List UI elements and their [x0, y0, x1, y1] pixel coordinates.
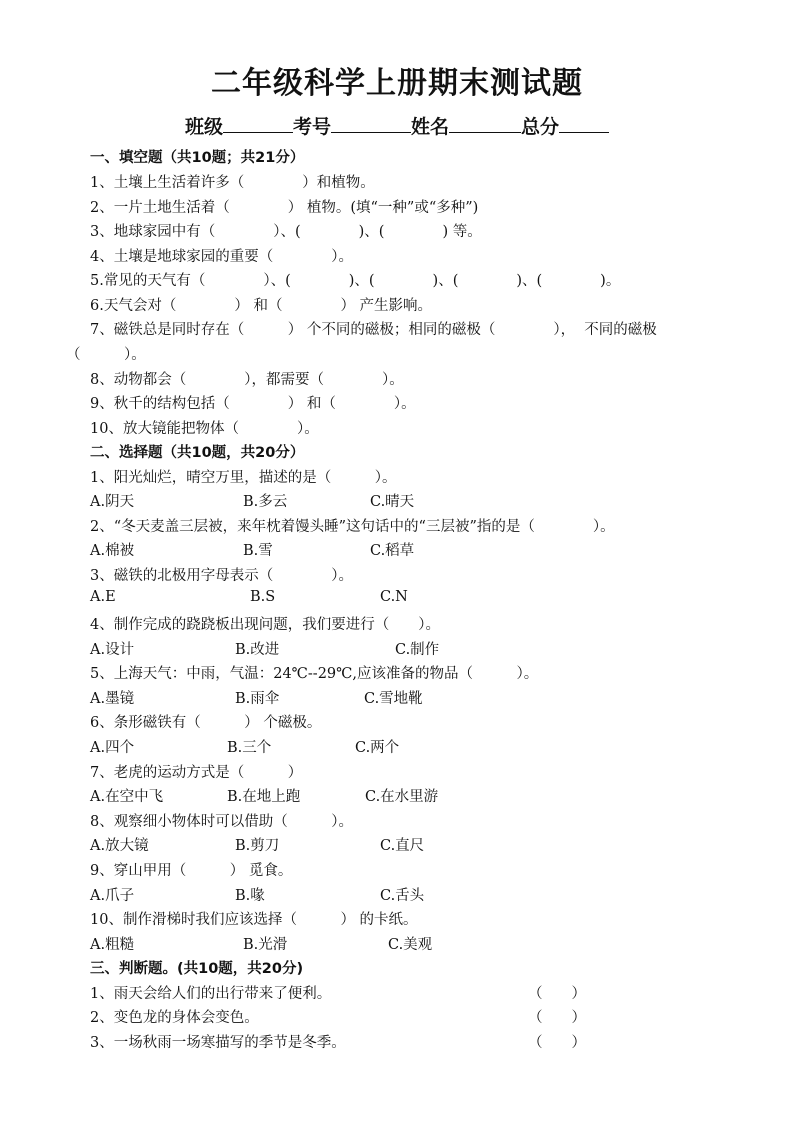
question: 4、制作完成的跷跷板出现问题，我们要进行（ ）。: [90, 617, 440, 633]
question: 6.天气会对（ ） 和（ ） 产生影响。: [90, 298, 433, 314]
option-a[interactable]: A.阴天: [90, 494, 135, 510]
class-label: 班级: [184, 116, 223, 138]
question: 3、磁铁的北极用字母表示（ ）。: [90, 568, 353, 584]
option-a[interactable]: A.E: [90, 589, 116, 605]
option-a[interactable]: A.设计: [90, 642, 135, 658]
option-c[interactable]: C.稻草: [370, 543, 415, 559]
option-c[interactable]: C.制作: [395, 642, 440, 658]
question-continuation: （ ）。: [66, 347, 146, 363]
section-heading-fill-blank: 一、填空题（共10题；共21分）: [90, 150, 305, 166]
name-label: 姓名: [411, 116, 450, 138]
question: 9、穿山甲用（ ） 觅食。: [90, 863, 293, 879]
option-b[interactable]: B.三个: [227, 740, 272, 756]
question: 9、秋千的结构包括（ ） 和（ ）。: [90, 396, 416, 412]
option-c[interactable]: C.舌头: [380, 888, 425, 904]
option-b[interactable]: B.改进: [235, 642, 280, 658]
option-b[interactable]: B.在地上跑: [227, 789, 301, 805]
option-b[interactable]: B.S: [250, 589, 276, 605]
option-a[interactable]: A.爪子: [90, 888, 135, 904]
option-a[interactable]: A.在空中飞: [90, 789, 164, 805]
option-a[interactable]: A.放大镜: [90, 838, 149, 854]
question: 1、阳光灿烂，晴空万里，描述的是（ ）。: [90, 470, 397, 486]
question: 5、上海天气：中雨，气温：24℃--29℃,应该准备的物品（ ）。: [90, 666, 539, 682]
option-c[interactable]: C.N: [380, 589, 408, 605]
answer-parentheses[interactable]: （ ）: [528, 1035, 586, 1051]
option-b[interactable]: B.剪刀: [235, 838, 280, 854]
option-c[interactable]: C.晴天: [370, 494, 415, 510]
score-label: 总分: [521, 116, 560, 138]
question: 8、观察细小物体时可以借助（ ）。: [90, 814, 353, 830]
section-heading-multiple-choice: 二、选择题（共10题，共20分）: [90, 445, 305, 461]
question: 1、土壤上生活着许多（ ）和植物。: [90, 175, 375, 191]
question: 2、变色龙的身体会变色。: [90, 1010, 259, 1026]
question: 10、放大镜能把物体（ ）。: [90, 421, 319, 437]
answer-parentheses[interactable]: （ ）: [528, 1010, 586, 1026]
question: 3、地球家园中有（ ）、( )、( ) 等。: [90, 224, 482, 240]
class-blank[interactable]: [223, 114, 293, 133]
question: 7、磁铁总是同时存在（ ） 个不同的磁极；相同的磁极（ ）， 不同的磁极: [90, 322, 657, 338]
option-a[interactable]: A.四个: [90, 740, 135, 756]
question: 2、“冬天麦盖三层被，来年枕着馒头睡”这句话中的“三层被”指的是（ ）。: [90, 519, 615, 535]
question: 10、制作滑梯时我们应该选择（ ） 的卡纸。: [90, 912, 418, 928]
option-a[interactable]: A.棉被: [90, 543, 135, 559]
option-c[interactable]: C.在水里游: [365, 789, 439, 805]
question: 1、雨天会给人们的出行带来了便利。: [90, 986, 332, 1002]
option-b[interactable]: B.多云: [243, 494, 288, 510]
question: 8、动物都会（ ），都需要（ ）。: [90, 372, 404, 388]
option-c[interactable]: C.两个: [355, 740, 400, 756]
question: 2、一片土地生活着（ ） 植物。(填“一种”或“多种”): [90, 200, 479, 216]
option-a[interactable]: A.墨镜: [90, 691, 135, 707]
score-blank[interactable]: [559, 114, 609, 133]
page-title: 二年级科学上册期末测试题: [211, 66, 583, 101]
option-b[interactable]: B.喙: [235, 888, 265, 904]
option-b[interactable]: B.雪: [243, 543, 273, 559]
question: 6、条形磁铁有（ ） 个磁极。: [90, 715, 322, 731]
exam-no-label: 考号: [292, 116, 331, 138]
option-c[interactable]: C.雪地靴: [364, 691, 423, 707]
option-b[interactable]: B.光滑: [243, 937, 288, 953]
name-blank[interactable]: [449, 114, 521, 133]
section-heading-true-false: 三、判断题。(共10题，共20分): [90, 961, 304, 977]
student-info-line: [0, 112, 794, 139]
option-c[interactable]: C.美观: [388, 937, 433, 953]
option-b[interactable]: B.雨伞: [235, 691, 280, 707]
question: 4、土壤是地球家园的重要（ ）。: [90, 249, 353, 265]
answer-parentheses[interactable]: （ ）: [528, 986, 586, 1002]
question: 3、一场秋雨一场寒描写的季节是冬季。: [90, 1035, 346, 1051]
option-c[interactable]: C.直尺: [380, 838, 425, 854]
option-a[interactable]: A.粗糙: [90, 937, 135, 953]
question: 5.常见的天气有（ ）、( )、( )、( )、( )。: [90, 273, 621, 289]
exam-no-blank[interactable]: [331, 114, 411, 133]
question: 7、老虎的运动方式是（ ）: [90, 765, 303, 781]
